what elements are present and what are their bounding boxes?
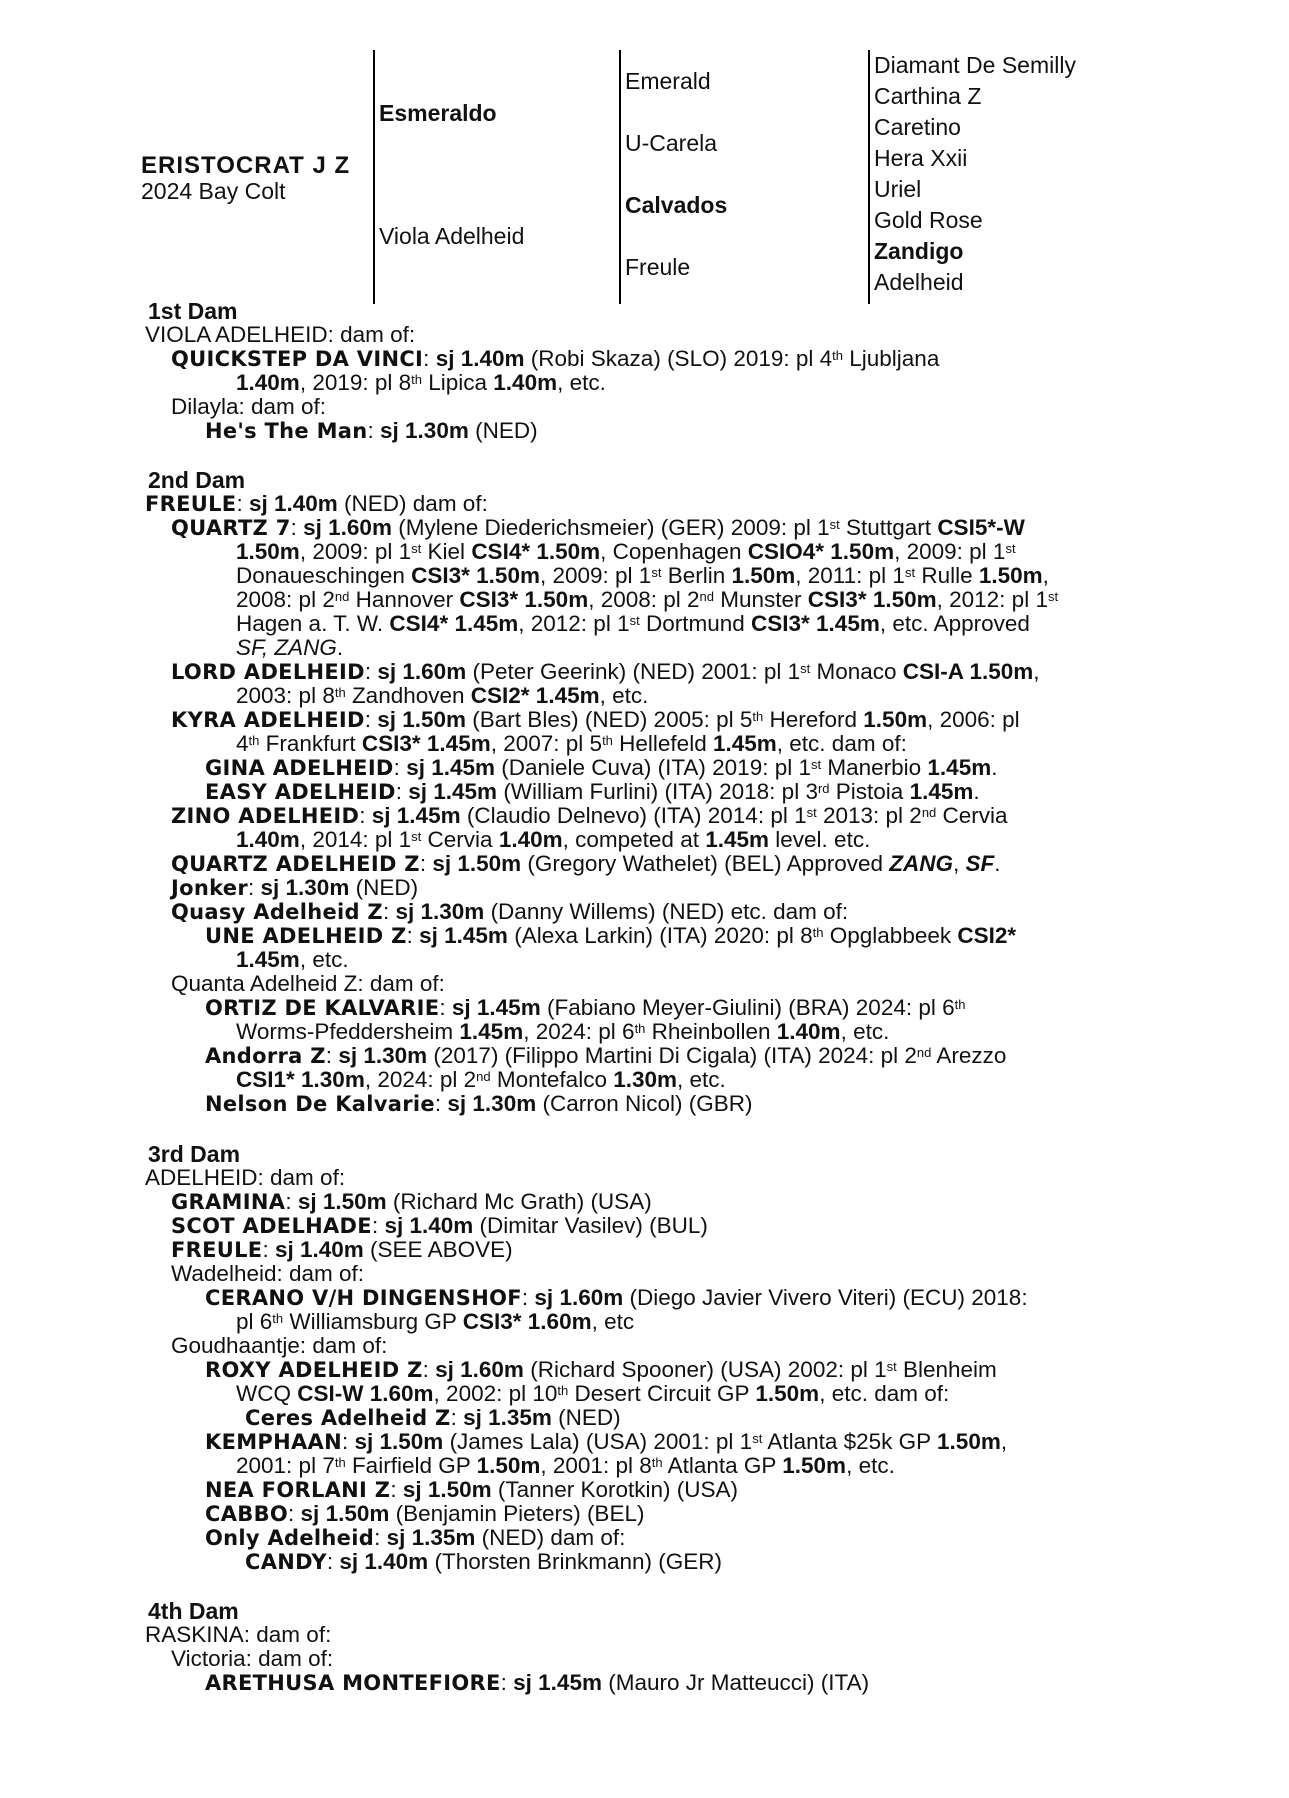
dam-line: RASKINA: dam of: (145, 1622, 332, 1647)
offspring-line: Only Adelheid: sj 1.35m (NED) dam of: (205, 1525, 626, 1550)
offspring-line: ZINO ADELHEID: sj 1.45m (Claudio Delnevo) (ITA) 2014: pl 1st 2013: pl 2nd Cervia (171, 803, 1008, 828)
g3-ancestor: Diamant De Semilly (874, 52, 1076, 78)
offspring-line: 1.40m, 2019: pl 8th Lipica 1.40m, etc. (236, 370, 606, 395)
offspring-line: 1.40m, 2014: pl 1st Cervia 1.40m, competed at 1.45m level. etc. (236, 827, 871, 852)
offspring-line: ARETHUSA MONTEFIORE: sj 1.45m (Mauro Jr Matteucci) (ITA) (205, 1670, 870, 1695)
pedigree-chart (0, 50, 1289, 304)
section-heading: 2nd Dam (148, 467, 246, 493)
offspring-line: KYRA ADELHEID: sj 1.50m (Bart Bles) (NED) 2005: pl 5th Hereford 1.50m, 2006: pl (171, 707, 1020, 732)
dam: Viola Adelheid (379, 223, 525, 249)
g3-ancestor: Zandigo (874, 238, 964, 264)
section-heading: 1st Dam (148, 298, 238, 324)
offspring-line: QUARTZ ADELHEID Z: sj 1.50m (Gregory Wathelet) (BEL) Approved ZANG, SF. (171, 851, 1001, 876)
sire-sire: Emerald (625, 68, 711, 94)
dam-line: Dilayla: dam of: (171, 394, 327, 419)
offspring-line: GINA ADELHEID: sj 1.45m (Daniele Cuva) (ITA) 2019: pl 1st Manerbio 1.45m. (205, 755, 998, 780)
offspring-line: Donaueschingen CSI3* 1.50m, 2009: pl 1st Berlin 1.50m, 2011: pl 1st Rulle 1.50m, (236, 563, 1049, 588)
offspring-line: NEA FORLANI Z: sj 1.50m (Tanner Korotkin) (USA) (205, 1477, 738, 1502)
dam-line: VIOLA ADELHEID: dam of: (145, 322, 416, 347)
offspring-line: CABBO: sj 1.50m (Benjamin Pieters) (BEL) (205, 1501, 645, 1526)
offspring-line: ROXY ADELHEID Z: sj 1.60m (Richard Spooner) (USA) 2002: pl 1st Blenheim (205, 1357, 997, 1382)
offspring-line: pl 6th Williamsburg GP CSI3* 1.60m, etc (236, 1309, 635, 1334)
g3-ancestor: Uriel (874, 176, 922, 202)
pedigree-divider (373, 50, 375, 304)
offspring-line: QUICKSTEP DA VINCI: sj 1.40m (Robi Skaza) (SLO) 2019: pl 4th Ljubljana (171, 346, 940, 371)
offspring-line: GRAMINA: sj 1.50m (Richard Mc Grath) (USA) (171, 1189, 652, 1214)
dam-sire: Calvados (625, 192, 728, 218)
offspring-line: WCQ CSI-W 1.60m, 2002: pl 10th Desert Circuit GP 1.50m, etc. dam of: (236, 1381, 950, 1406)
offspring-line: 2008: pl 2nd Hannover CSI3* 1.50m, 2008: pl 2nd Munster CSI3* 1.50m, 2012: pl 1st (236, 587, 1059, 612)
sire: Esmeraldo (379, 100, 497, 126)
offspring-line: QUARTZ 7: sj 1.60m (Mylene Diederichsmeier) (GER) 2009: pl 1st Stuttgart CSI5*-W (171, 515, 1025, 540)
g3-ancestor: Caretino (874, 114, 961, 140)
offspring-line: 2003: pl 8th Zandhoven CSI2* 1.45m, etc. (236, 683, 649, 708)
offspring-line: CANDY: sj 1.40m (Thorsten Brinkmann) (GER) (245, 1549, 723, 1574)
pedigree-divider (619, 50, 621, 304)
offspring-line: FREULE: sj 1.40m (SEE ABOVE) (171, 1237, 513, 1262)
offspring-line: EASY ADELHEID: sj 1.45m (William Furlini) (ITA) 2018: pl 3rd Pistoia 1.45m. (205, 779, 980, 804)
horse-description: 2024 Bay Colt (141, 178, 286, 204)
offspring-line: He's The Man: sj 1.30m (NED) (205, 418, 538, 443)
offspring-line: CSI1* 1.30m, 2024: pl 2nd Montefalco 1.30m, etc. (236, 1067, 726, 1092)
dam-dam: Freule (625, 254, 691, 280)
offspring-line: ORTIZ DE KALVARIE: sj 1.45m (Fabiano Meyer-Giulini) (BRA) 2024: pl 6th (205, 995, 966, 1020)
offspring-line: SCOT ADELHADE: sj 1.40m (Dimitar Vasilev) (BUL) (171, 1213, 708, 1238)
offspring-line: Ceres Adelheid Z: sj 1.35m (NED) (245, 1405, 621, 1430)
offspring-line: Andorra Z: sj 1.30m (2017) (Filippo Martini Di Cigala) (ITA) 2024: pl 2nd Arezzo (205, 1043, 1007, 1068)
horse-name: ERISTOCRAT J Z (141, 152, 351, 179)
dam-line: FREULE: sj 1.40m (NED) dam of: (145, 491, 488, 516)
offspring-line: 4th Frankfurt CSI3* 1.45m, 2007: pl 5th Hellefeld 1.45m, etc. dam of: (236, 731, 907, 756)
offspring-line: LORD ADELHEID: sj 1.60m (Peter Geerink) (NED) 2001: pl 1st Monaco CSI-A 1.50m, (171, 659, 1040, 684)
g3-ancestor: Hera Xxii (874, 145, 968, 171)
g3-ancestor: Adelheid (874, 269, 964, 295)
section-heading: 4th Dam (148, 1598, 239, 1624)
section-heading: 3rd Dam (148, 1141, 241, 1167)
offspring-line: SF, ZANG. (236, 635, 344, 660)
offspring-line: Quasy Adelheid Z: sj 1.30m (Danny Willems) (NED) etc. dam of: (171, 899, 849, 924)
dam-line: Goudhaantje: dam of: (171, 1333, 388, 1358)
g3-ancestor: Carthina Z (874, 83, 982, 109)
pedigree-divider (868, 50, 870, 304)
offspring-line: Hagen a. T. W. CSI4* 1.45m, 2012: pl 1st Dortmund CSI3* 1.45m, etc. Approved (236, 611, 1030, 636)
sire-dam: U-Carela (625, 130, 718, 156)
offspring-line: 1.50m, 2009: pl 1st Kiel CSI4* 1.50m, Copenhagen CSIO4* 1.50m, 2009: pl 1st (236, 539, 1016, 564)
offspring-line: 1.45m, etc. (236, 947, 349, 972)
offspring-line: UNE ADELHEID Z: sj 1.45m (Alexa Larkin) (ITA) 2020: pl 8th Opglabbeek CSI2* (205, 923, 1017, 948)
offspring-line: CERANO V/H DINGENSHOF: sj 1.60m (Diego Javier Vivero Viteri) (ECU) 2018: (205, 1285, 1028, 1310)
dam-line: ADELHEID: dam of: (145, 1165, 346, 1190)
offspring-line: KEMPHAAN: sj 1.50m (James Lala) (USA) 2001: pl 1st Atlanta $25k GP 1.50m, (205, 1429, 1008, 1454)
offspring-line: Worms-Pfeddersheim 1.45m, 2024: pl 6th Rheinbollen 1.40m, etc. (236, 1019, 890, 1044)
dam-line: Quanta Adelheid Z: dam of: (171, 971, 445, 996)
offspring-line: 2001: pl 7th Fairfield GP 1.50m, 2001: pl 8th Atlanta GP 1.50m, etc. (236, 1453, 895, 1478)
g3-ancestor: Gold Rose (874, 207, 983, 233)
offspring-line: Jonker: sj 1.30m (NED) (171, 875, 419, 900)
offspring-line: Nelson De Kalvarie: sj 1.30m (Carron Nicol) (GBR) (205, 1091, 753, 1116)
dam-line: Victoria: dam of: (171, 1646, 334, 1671)
dam-line: Wadelheid: dam of: (171, 1261, 365, 1286)
